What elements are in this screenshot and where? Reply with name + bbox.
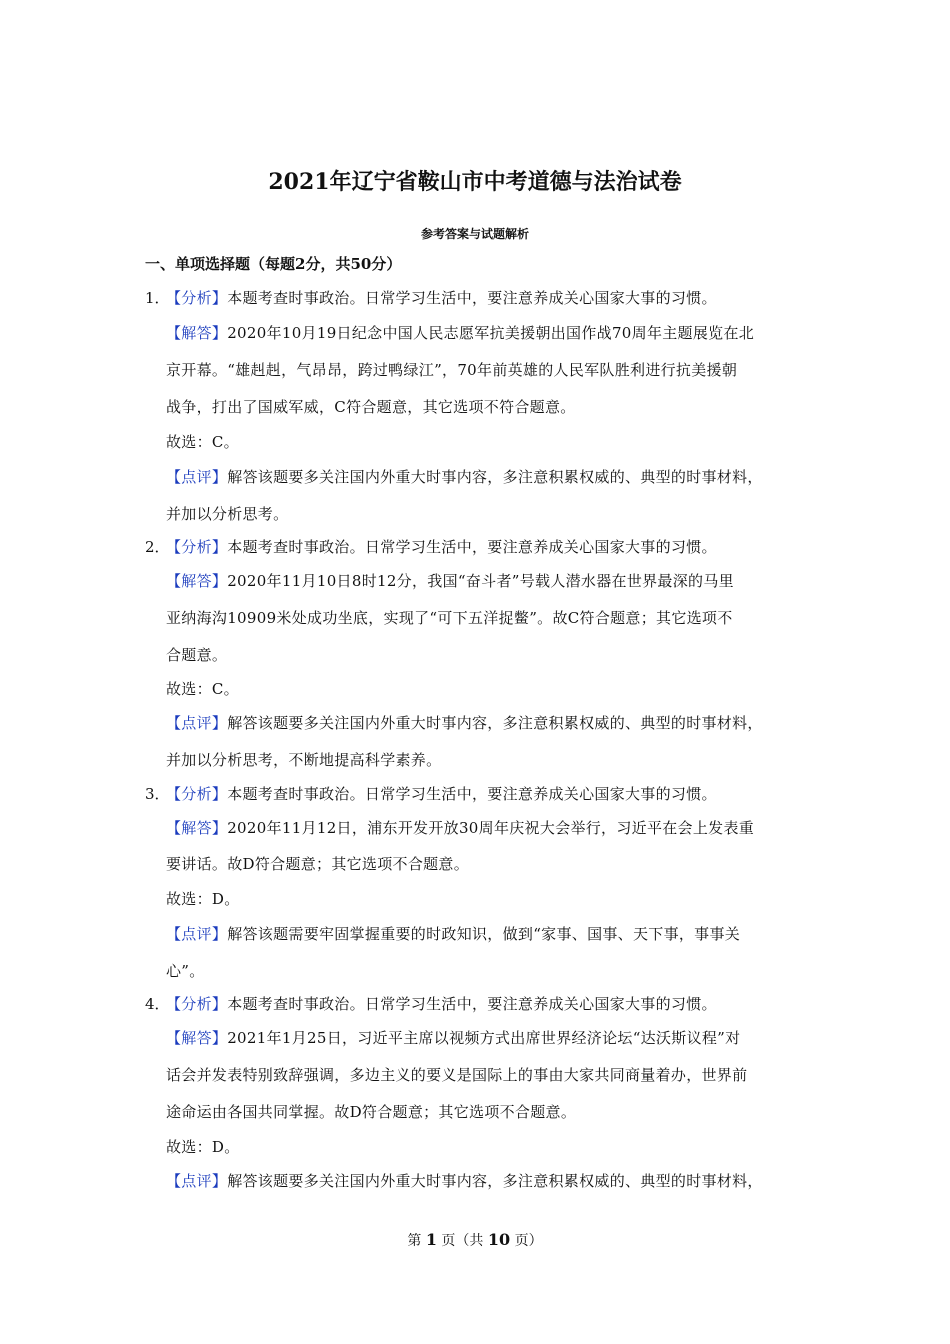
comment-line: 并加以分析思考，不断地提高科学素养。 — [166, 751, 442, 769]
analysis-line — [166, 783, 717, 805]
answer-tag: 【解答】 — [166, 324, 228, 342]
comment-tag: 【点评】 — [166, 468, 228, 486]
analysis-line — [166, 287, 717, 309]
answer-line: 战争，打出了国威军威，C符合题意，其它选项不符合题意。 — [166, 398, 576, 416]
choice-line: 故选：C。 — [166, 433, 239, 451]
comment-text: 解答该题要多关注国内外重大时事内容，多注意积累权威的、典型的时事材料， — [227, 714, 763, 732]
choice-line: 故选：C。 — [166, 680, 239, 698]
answer-tag: 【解答】 — [166, 819, 228, 837]
footer-page-number: 1 — [425, 1230, 437, 1249]
answer-line: 途命运由各国共同掌握。故D符合题意；其它选项不合题意。 — [166, 1103, 577, 1121]
comment-line — [166, 1170, 763, 1192]
comment-line — [166, 923, 740, 945]
analysis-line — [166, 993, 717, 1015]
page-subtitle: 参考答案与试题解析 — [420, 227, 529, 241]
choice-line: 故选：D。 — [166, 890, 240, 908]
answer-line: 亚纳海沟10909米处成功坐底，实现了“可下五洋捉鳖”。故C符合题意；其它选项不 — [166, 609, 733, 627]
comment-line: 心”。 — [166, 962, 205, 980]
comment-line: 并加以分析思考。 — [166, 505, 289, 523]
comment-tag: 【点评】 — [166, 714, 228, 732]
page-title: 2021年辽宁省鞍山市中考道德与法治试卷 — [268, 169, 682, 195]
question-number: 3． — [145, 785, 170, 803]
footer-middle: 页（共 — [436, 1233, 488, 1249]
footer-total-pages: 10 — [487, 1230, 511, 1249]
footer-suffix: 页） — [510, 1233, 543, 1249]
choice-line: 故选：D。 — [166, 1138, 240, 1156]
page-footer — [0, 1229, 950, 1252]
question-number: 4． — [145, 995, 170, 1013]
question-number: 2． — [145, 538, 170, 556]
analysis-tag: 【分析】 — [166, 995, 228, 1013]
comment-tag: 【点评】 — [166, 1172, 228, 1190]
comment-line — [166, 712, 763, 734]
answer-text: 2021年1月25日，习近平主席以视频方式出席世界经济论坛“达沃斯议程”对 — [227, 1029, 741, 1047]
analysis-text: 本题考查时事政治。日常学习生活中，要注意养成关心国家大事的习惯。 — [227, 785, 717, 803]
answer-tag: 【解答】 — [166, 1029, 228, 1047]
answer-text: 2020年10月19日纪念中国人民志愿军抗美援朝出国作战70周年主题展览在北 — [227, 324, 755, 342]
comment-tag: 【点评】 — [166, 925, 228, 943]
section-heading: 一、单项选择题（每题2分，共50分） — [145, 255, 402, 273]
question-number: 1． — [145, 289, 170, 307]
comment-line — [166, 466, 763, 488]
answer-line — [166, 322, 754, 344]
analysis-tag: 【分析】 — [166, 538, 228, 556]
footer-prefix: 第 — [407, 1233, 426, 1249]
analysis-tag: 【分析】 — [166, 785, 228, 803]
analysis-text: 本题考查时事政治。日常学习生活中，要注意养成关心国家大事的习惯。 — [227, 995, 717, 1013]
answer-line — [166, 817, 754, 839]
analysis-text: 本题考查时事政治。日常学习生活中，要注意养成关心国家大事的习惯。 — [227, 289, 717, 307]
comment-text: 解答该题要多关注国内外重大时事内容，多注意积累权威的、典型的时事材料， — [227, 1172, 763, 1190]
comment-text: 解答该题需要牢固掌握重要的时政知识，做到“家事、国事、天下事，事事关 — [227, 925, 741, 943]
answer-line — [166, 1027, 740, 1049]
analysis-tag: 【分析】 — [166, 289, 228, 307]
answer-text: 2020年11月10日8时12分，我国“奋斗者”号载人潜水器在世界最深的马里 — [227, 572, 734, 590]
answer-line: 合题意。 — [166, 646, 228, 664]
comment-text: 解答该题要多关注国内外重大时事内容，多注意积累权威的、典型的时事材料， — [227, 468, 763, 486]
answer-line — [166, 570, 734, 592]
answer-text: 2020年11月12日，浦东开发开放30周年庆祝大会举行，习近平在会上发表重 — [227, 819, 755, 837]
analysis-text: 本题考查时事政治。日常学习生活中，要注意养成关心国家大事的习惯。 — [227, 538, 717, 556]
answer-line: 要讲话。故D符合题意；其它选项不合题意。 — [166, 855, 470, 873]
analysis-line — [166, 536, 717, 558]
answer-line: 话会并发表特别致辞强调，多边主义的要义是国际上的事由大家共同商量着办，世界前 — [166, 1066, 748, 1084]
answer-line: 京开幕。“雄赳赳，气昂昂，跨过鸭绿江”，70年前英雄的人民军队胜利进行抗美援朝 — [166, 361, 738, 379]
answer-tag: 【解答】 — [166, 572, 228, 590]
